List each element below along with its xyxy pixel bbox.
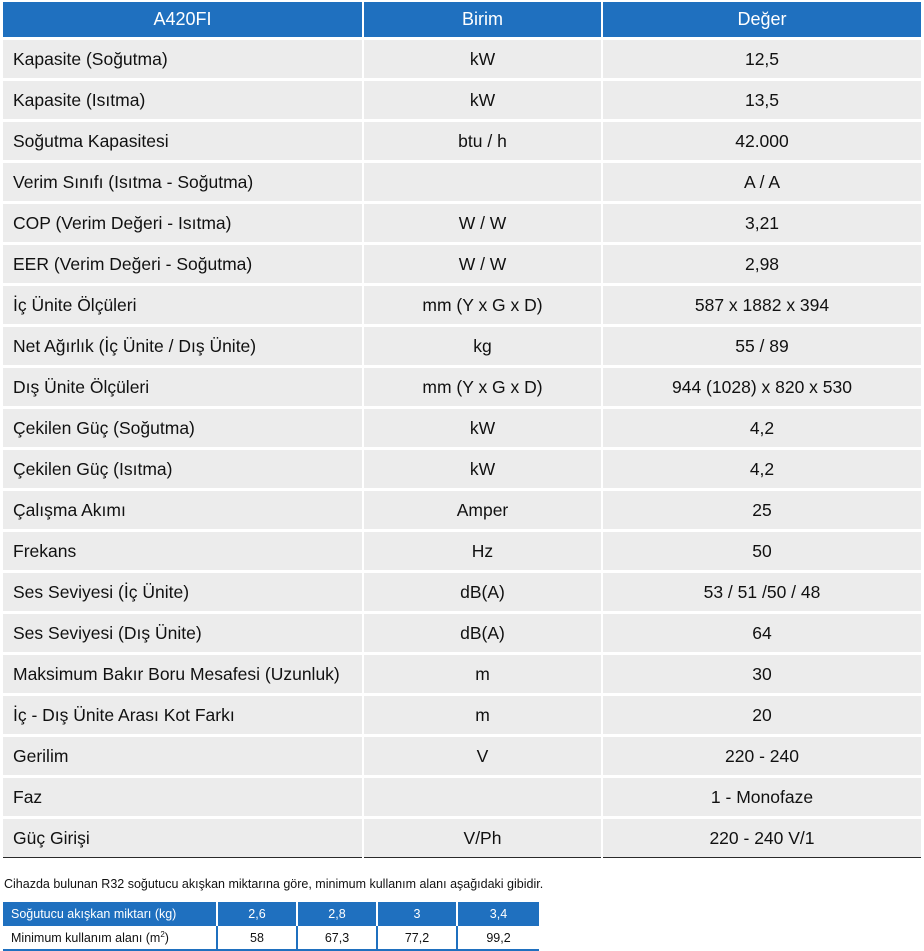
spec-value: 13,5 (602, 80, 921, 121)
spec-value: 4,2 (602, 449, 921, 490)
spec-value: 25 (602, 490, 921, 531)
spec-label: Ses Seviyesi (Dış Ünite) (3, 613, 363, 654)
minimum-area-value: 77,2 (377, 926, 457, 950)
spec-unit: m (363, 695, 602, 736)
spec-row (3, 449, 921, 490)
spec-unit: kg (363, 326, 602, 367)
refrigerant-amount-label: Soğutucu akışkan miktarı (kg) (3, 902, 217, 926)
spec-unit: dB(A) (363, 572, 602, 613)
spec-row (3, 531, 921, 572)
spec-unit: kW (363, 408, 602, 449)
spec-label: Dış Ünite Ölçüleri (3, 367, 363, 408)
spec-row (3, 613, 921, 654)
spec-value: 4,2 (602, 408, 921, 449)
spec-unit: Amper (363, 490, 602, 531)
refrigerant-amount-value: 2,6 (217, 902, 297, 926)
spec-row (3, 326, 921, 367)
spec-unit: btu / h (363, 121, 602, 162)
spec-value: 944 (1028) x 820 x 530 (602, 367, 921, 408)
spec-label: Çalışma Akımı (3, 490, 363, 531)
spec-row (3, 695, 921, 736)
spec-label: COP (Verim Değeri - Isıtma) (3, 203, 363, 244)
header-model: A420FI (3, 2, 363, 39)
refrigerant-amount-value: 2,8 (297, 902, 377, 926)
spec-value: 53 / 51 /50 / 48 (602, 572, 921, 613)
spec-row (3, 408, 921, 449)
spec-header-row (3, 2, 921, 39)
spec-label: Güç Girişi (3, 818, 363, 858)
spec-unit (363, 777, 602, 818)
spec-label: Soğutma Kapasitesi (3, 121, 363, 162)
spec-row (3, 203, 921, 244)
spec-row (3, 490, 921, 531)
spec-row (3, 162, 921, 203)
spec-value: 55 / 89 (602, 326, 921, 367)
spec-table (3, 2, 921, 858)
spec-label: Kapasite (Soğutma) (3, 39, 363, 80)
spec-label: Çekilen Güç (Soğutma) (3, 408, 363, 449)
spec-value: 587 x 1882 x 394 (602, 285, 921, 326)
minimum-area-value: 58 (217, 926, 297, 950)
spec-label: Maksimum Bakır Boru Mesafesi (Uzunluk) (3, 654, 363, 695)
spec-row (3, 818, 921, 858)
spec-unit: W / W (363, 244, 602, 285)
spec-row (3, 244, 921, 285)
spec-label: İç - Dış Ünite Arası Kot Farkı (3, 695, 363, 736)
spec-row (3, 736, 921, 777)
header-value: Değer (602, 2, 921, 39)
spec-label: Frekans (3, 531, 363, 572)
spec-value: 20 (602, 695, 921, 736)
spec-unit: V/Ph (363, 818, 602, 858)
spec-value: 12,5 (602, 39, 921, 80)
spec-unit: W / W (363, 203, 602, 244)
spec-label: Gerilim (3, 736, 363, 777)
refrigerant-amount-row (3, 902, 539, 926)
spec-unit: Hz (363, 531, 602, 572)
refrigerant-amount-value: 3,4 (457, 902, 539, 926)
spec-label: Faz (3, 777, 363, 818)
spec-value: 220 - 240 V/1 (602, 818, 921, 858)
spec-row (3, 777, 921, 818)
spec-row (3, 367, 921, 408)
refrigerant-table (3, 902, 539, 951)
minimum-area-label: Minimum kullanım alanı $(m^2)$ (3, 926, 217, 950)
spec-value: 50 (602, 531, 921, 572)
refrigerant-amount-value: 3 (377, 902, 457, 926)
spec-row (3, 80, 921, 121)
spec-value: 42.000 (602, 121, 921, 162)
spec-unit: kW (363, 449, 602, 490)
spec-row (3, 285, 921, 326)
spec-unit: kW (363, 80, 602, 121)
spec-label: Ses Seviyesi (İç Ünite) (3, 572, 363, 613)
minimum-area-value: 99,2 (457, 926, 539, 950)
spec-value: 220 - 240 (602, 736, 921, 777)
spec-label: Verim Sınıfı (Isıtma - Soğutma) (3, 162, 363, 203)
spec-value: 30 (602, 654, 921, 695)
spec-value: 3,21 (602, 203, 921, 244)
spec-unit (363, 162, 602, 203)
spec-value: 1 - Monofaze (602, 777, 921, 818)
refrigerant-note: Cihazda bulunan R32 soğutucu akışkan miktarına göre, minimum kullanım alanı aşağıdaki gibidir. (4, 877, 544, 891)
spec-row (3, 654, 921, 695)
spec-label: Çekilen Güç (Isıtma) (3, 449, 363, 490)
spec-label: Kapasite (Isıtma) (3, 80, 363, 121)
spec-value: A / A (602, 162, 921, 203)
minimum-area-value: 67,3 (297, 926, 377, 950)
spec-label: Net Ağırlık (İç Ünite / Dış Ünite) (3, 326, 363, 367)
spec-unit: mm (Y x G x D) (363, 367, 602, 408)
header-unit: Birim (363, 2, 602, 39)
spec-value: 2,98 (602, 244, 921, 285)
spec-row (3, 121, 921, 162)
spec-unit: dB(A) (363, 613, 602, 654)
spec-unit: kW (363, 39, 602, 80)
spec-unit: V (363, 736, 602, 777)
minimum-area-row (3, 926, 539, 950)
spec-label: İç Ünite Ölçüleri (3, 285, 363, 326)
spec-unit: m (363, 654, 602, 695)
spec-row (3, 39, 921, 80)
spec-row (3, 572, 921, 613)
spec-unit: mm (Y x G x D) (363, 285, 602, 326)
spec-label: EER (Verim Değeri - Soğutma) (3, 244, 363, 285)
spec-value: 64 (602, 613, 921, 654)
spec-table-body (3, 39, 921, 858)
